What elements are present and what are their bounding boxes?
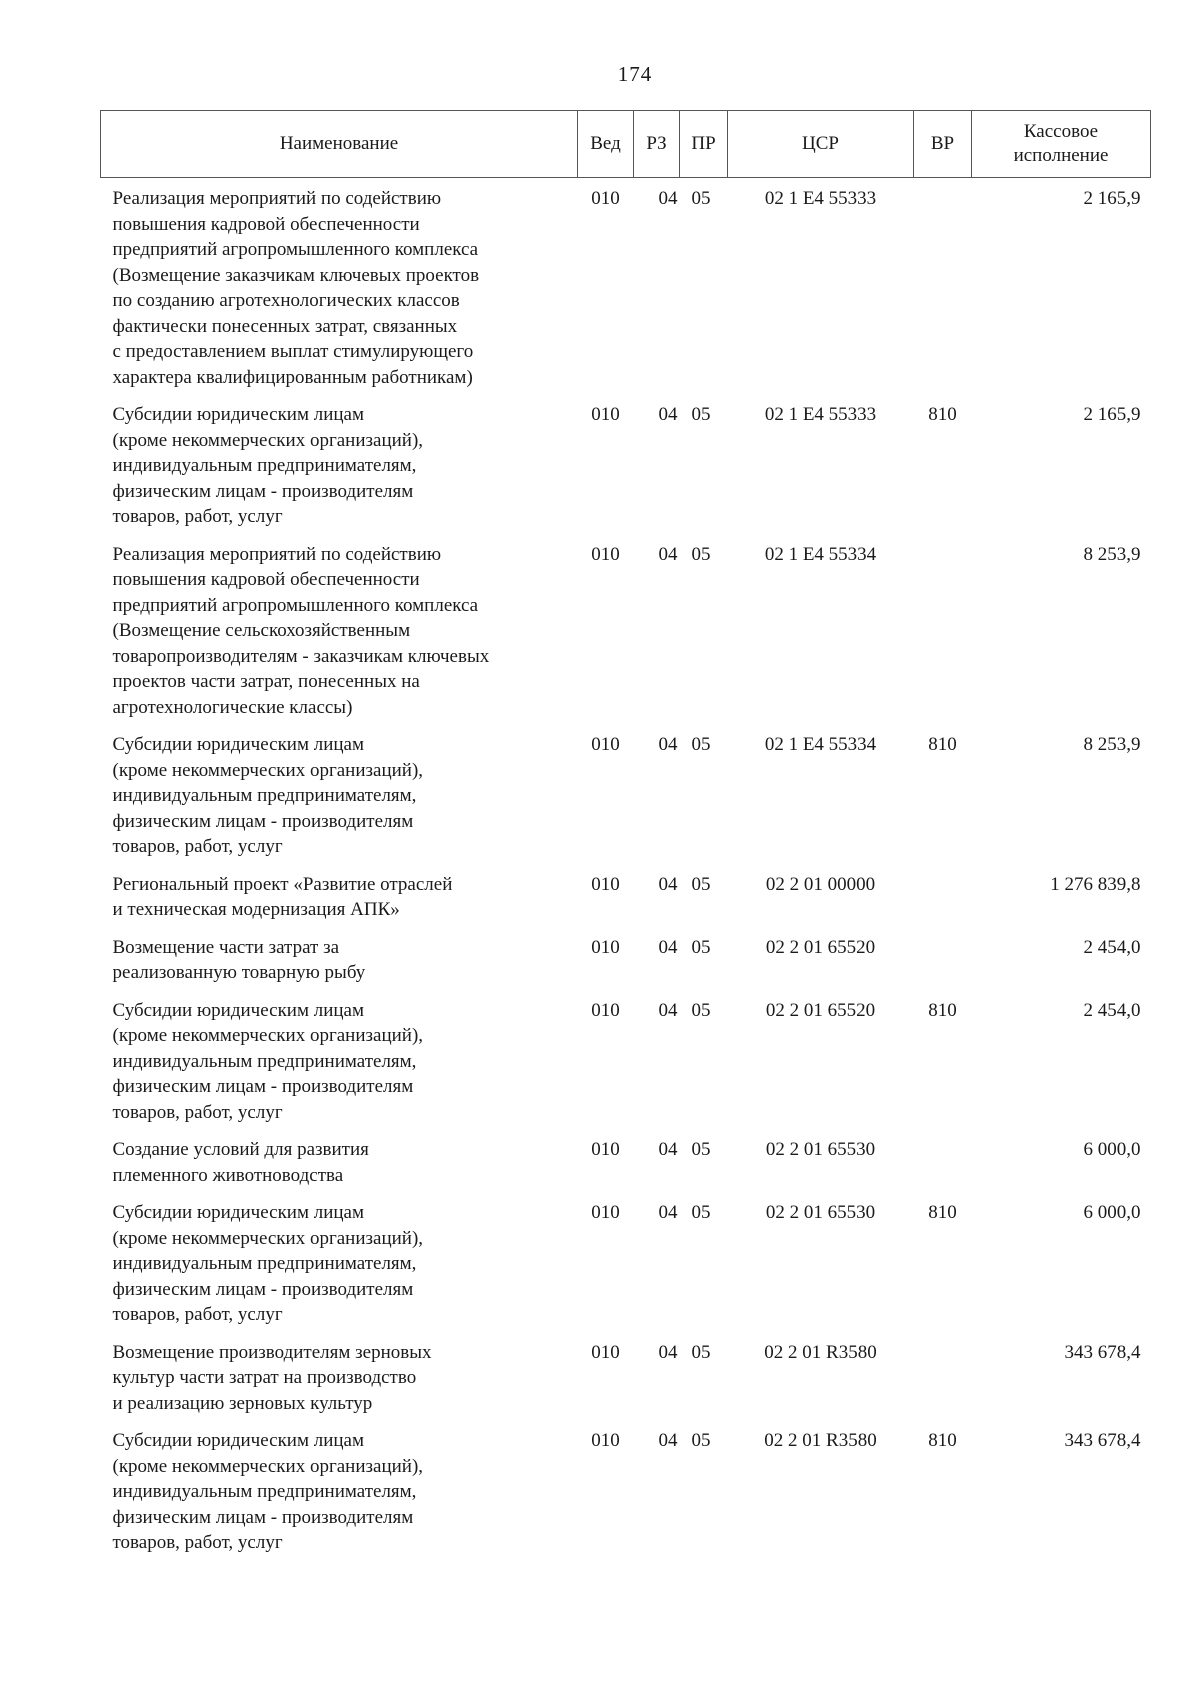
row-vr: 810 (928, 1202, 957, 1223)
row-pr: 05 (691, 1430, 711, 1451)
row-ved: 010 (591, 936, 620, 958)
budget-execution-table (100, 110, 1151, 1560)
table-row (101, 1129, 1151, 1192)
table-row (101, 1420, 1151, 1560)
row-ved: 010 (591, 999, 620, 1021)
row-ved: 010 (591, 1139, 620, 1160)
row-csr: 02 1 E4 55333 (764, 404, 877, 425)
row-pr: 05 (691, 1139, 711, 1160)
row-ved: 010 (591, 1341, 620, 1363)
row-vr: 810 (928, 999, 957, 1021)
row-vr (914, 1332, 972, 1421)
row-vr: 810 (928, 734, 957, 755)
row-pr: 05 (691, 1341, 711, 1363)
row-pr: 05 (691, 188, 711, 209)
row-pr: 05 (691, 873, 711, 895)
row-vr (914, 178, 972, 395)
table-row (101, 927, 1151, 990)
row-rz: 04 (658, 1430, 678, 1451)
header-csr: ЦСР (728, 111, 914, 178)
row-sum: 2 454,0 (1083, 999, 1141, 1021)
table-row (101, 178, 1151, 395)
row-sum: 6 000,0 (1083, 1202, 1141, 1223)
row-name: Субсидии юридическим лицам (кроме некоммерческих организаций), индивидуальным предпринимателям, физическим лицам - производителям товаров, работ, услуг (112, 999, 424, 1123)
row-rz: 04 (658, 404, 678, 425)
table-row (101, 394, 1151, 534)
row-sum: 1 276 839,8 (1050, 873, 1141, 895)
row-pr: 05 (691, 1202, 711, 1223)
row-ved: 010 (591, 1430, 620, 1451)
row-csr: 02 1 E4 55334 (764, 543, 877, 565)
row-rz: 04 (658, 734, 678, 755)
row-csr: 02 2 01 65520 (765, 999, 876, 1021)
header-vr: ВР (914, 111, 972, 178)
row-rz: 04 (658, 188, 678, 209)
row-vr (914, 927, 972, 990)
row-name: Субсидии юридическим лицам (кроме некоммерческих организаций), индивидуальным предпринимателям, физическим лицам - производителям товаров, работ, услуг (112, 1430, 424, 1553)
table-row (101, 990, 1151, 1130)
row-ved: 010 (591, 188, 620, 209)
header-rz: РЗ (634, 111, 680, 178)
table-row (101, 534, 1151, 725)
row-pr: 05 (691, 543, 711, 565)
row-csr: 02 1 E4 55333 (764, 188, 877, 209)
row-ved: 010 (591, 734, 620, 755)
row-pr: 05 (691, 999, 711, 1021)
row-name: Возмещение производителям зерновых культур части затрат на производство и реализацию зерновых культур (112, 1341, 432, 1414)
row-name: Создание условий для развития племенного животноводства (112, 1139, 369, 1186)
row-pr: 05 (691, 404, 711, 425)
row-rz: 04 (658, 1341, 678, 1363)
row-csr: 02 2 01 R3580 (764, 1341, 877, 1363)
row-name: Региональный проект «Развитие отраслей и техническая модернизация АПК» (112, 873, 453, 920)
row-vr: 810 (928, 404, 957, 425)
row-rz: 04 (658, 543, 678, 565)
row-ved: 010 (591, 404, 620, 425)
row-sum: 2 165,9 (1083, 188, 1141, 209)
row-rz: 04 (658, 999, 678, 1021)
row-csr: 02 1 E4 55334 (764, 734, 877, 755)
row-ved: 010 (591, 543, 620, 565)
table-header (101, 111, 1151, 178)
row-name: Реализация мероприятий по содействию повышения кадровой обеспеченности предприятий агропромышленного комплекса (Возмещение сельскохозяйственным товаропроизводителям - заказчикам ключевых проектов части затрат, понесенных на агротехнологические классы) (112, 543, 490, 718)
row-ved: 010 (591, 873, 620, 895)
header-ved: Вед (578, 111, 634, 178)
row-vr: 810 (928, 1430, 957, 1451)
row-vr (914, 1129, 972, 1192)
row-sum: 8 253,9 (1083, 734, 1141, 755)
row-pr: 05 (691, 936, 711, 958)
header-name: Наименование (101, 111, 578, 178)
row-rz: 04 (658, 1202, 678, 1223)
table-row (101, 724, 1151, 864)
row-ved: 010 (591, 1202, 620, 1223)
header-sum: Кассовое исполнение (972, 111, 1151, 178)
row-name: Реализация мероприятий по содействию повышения кадровой обеспеченности предприятий агропромышленного комплекса (Возмещение заказчикам ключевых проектов по созданию агротехнологических классов фактически понесенных затрат, связанных с предоставлением выплат стимулирующего характера квалифицированным работникам) (112, 188, 480, 388)
row-rz: 04 (658, 1139, 678, 1160)
table-body (101, 178, 1151, 1560)
header-row (101, 111, 1151, 178)
row-sum: 343 678,4 (1064, 1430, 1141, 1451)
table-row (101, 1192, 1151, 1332)
row-csr: 02 2 01 00000 (765, 873, 876, 895)
row-rz: 04 (658, 873, 678, 895)
row-sum: 6 000,0 (1083, 1139, 1141, 1160)
row-pr: 05 (691, 734, 711, 755)
row-vr (914, 534, 972, 725)
row-name: Возмещение части затрат за реализованную товарную рыбу (112, 936, 366, 983)
row-rz: 04 (658, 936, 678, 958)
table-row (101, 864, 1151, 927)
row-sum: 2 454,0 (1083, 936, 1141, 958)
row-csr: 02 2 01 65530 (765, 1139, 876, 1160)
page-number: 174 (617, 62, 653, 86)
row-name: Субсидии юридическим лицам (кроме некоммерческих организаций), индивидуальным предпринимателям, физическим лицам - производителям товаров, работ, услуг (112, 734, 424, 857)
row-name: Субсидии юридическим лицам (кроме некоммерческих организаций), индивидуальным предпринимателям, физическим лицам - производителям товаров, работ, услуг (112, 1202, 424, 1325)
row-csr: 02 2 01 R3580 (764, 1430, 877, 1451)
row-vr (914, 864, 972, 927)
table-row (101, 1332, 1151, 1421)
row-sum: 2 165,9 (1083, 404, 1141, 425)
row-csr: 02 2 01 65530 (765, 1202, 876, 1223)
header-pr: ПР (680, 111, 728, 178)
row-sum: 343 678,4 (1064, 1341, 1141, 1363)
row-name: Субсидии юридическим лицам (кроме некоммерческих организаций), индивидуальным предпринимателям, физическим лицам - производителям товаров, работ, услуг (112, 404, 424, 527)
row-sum: 8 253,9 (1083, 543, 1141, 565)
row-csr: 02 2 01 65520 (765, 936, 876, 958)
